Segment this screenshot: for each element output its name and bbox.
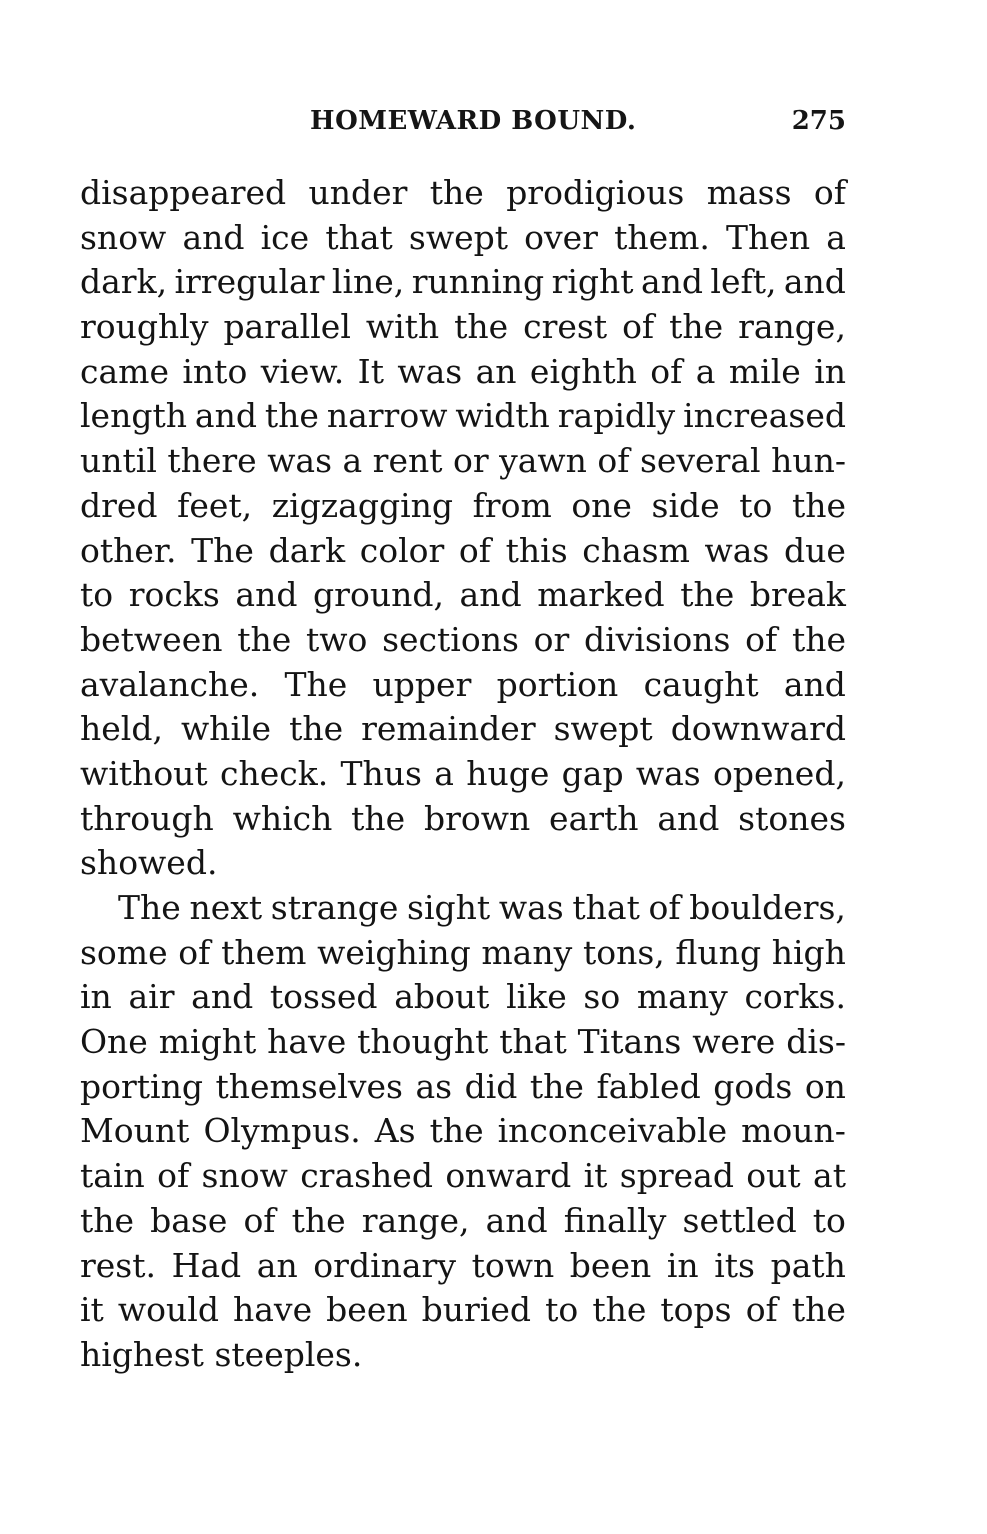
- word: upper: [372, 664, 472, 704]
- word: held,: [80, 709, 163, 749]
- word: so: [583, 977, 621, 1017]
- word: marked: [537, 575, 665, 615]
- word: portion: [496, 664, 619, 704]
- word: As: [374, 1111, 416, 1151]
- word: width: [455, 396, 550, 436]
- word: spread: [619, 1156, 734, 1196]
- word: irregular: [174, 262, 325, 302]
- text-line: [80, 618, 846, 663]
- text-line: [80, 216, 846, 261]
- word: ice: [260, 217, 310, 257]
- word: one: [571, 485, 632, 525]
- word: roughly: [80, 307, 209, 347]
- word: other.: [80, 530, 177, 570]
- word: with: [365, 307, 440, 347]
- word: through: [80, 798, 214, 838]
- word: zigzagging: [271, 485, 454, 525]
- word: of: [650, 351, 683, 391]
- word: remainder: [361, 709, 536, 749]
- word: corks.: [744, 977, 846, 1017]
- word: the: [454, 307, 509, 347]
- word: several: [639, 441, 761, 481]
- word: porting: [80, 1066, 203, 1106]
- word: prodigious: [506, 173, 685, 212]
- word: earth: [549, 798, 639, 838]
- word: eighth: [529, 351, 637, 391]
- word: was: [498, 888, 564, 927]
- word: mass: [706, 173, 792, 212]
- word: disappeared: [80, 173, 287, 212]
- word: The: [118, 888, 181, 927]
- word: and: [640, 262, 703, 302]
- text-line: [80, 1199, 846, 1244]
- word: onward: [445, 1156, 572, 1196]
- word: Thus: [340, 753, 422, 793]
- word: Olympus.: [203, 1111, 361, 1151]
- word: them: [221, 932, 307, 972]
- word: over: [524, 217, 598, 257]
- word: to: [80, 575, 114, 615]
- text-line: [80, 1065, 846, 1110]
- word: and: [235, 575, 298, 615]
- text-line: [80, 886, 846, 931]
- text-line: [80, 394, 846, 439]
- word: town: [471, 1245, 555, 1285]
- text-line: [80, 1333, 846, 1378]
- word: that: [325, 217, 393, 257]
- word: dred: [80, 485, 158, 525]
- word: sections: [382, 619, 519, 659]
- word: the: [80, 1200, 135, 1240]
- word: break: [749, 575, 846, 615]
- word: feet,: [177, 485, 253, 525]
- word: a: [434, 753, 454, 793]
- word: an: [475, 351, 517, 391]
- word: while: [180, 709, 272, 749]
- word: themselves: [215, 1066, 403, 1106]
- word: have: [233, 1290, 313, 1330]
- word: crest: [523, 307, 608, 347]
- word: a: [695, 351, 716, 391]
- word: weighing: [317, 932, 471, 972]
- word: strange: [270, 888, 399, 927]
- word: swept: [408, 217, 509, 257]
- word: that: [572, 888, 640, 927]
- word: due: [783, 530, 846, 570]
- text-line: [80, 1244, 846, 1289]
- word: and: [191, 977, 254, 1017]
- word: and: [485, 1200, 548, 1240]
- word: the: [529, 1066, 584, 1106]
- text-line: [80, 171, 846, 216]
- text-line: [80, 1109, 846, 1154]
- word: have: [267, 1022, 347, 1062]
- word: the: [791, 1290, 846, 1330]
- word: tossed: [269, 977, 378, 1017]
- word: this: [505, 530, 568, 570]
- word: a: [342, 441, 363, 481]
- word: Titans: [577, 1022, 682, 1062]
- word: mile: [728, 351, 801, 391]
- word: gap: [561, 753, 624, 793]
- word: until: [80, 441, 157, 481]
- word: that: [499, 1022, 567, 1062]
- word: the: [264, 396, 319, 436]
- text-line: [80, 1020, 846, 1065]
- word: without: [80, 753, 208, 793]
- word: an: [256, 1245, 298, 1285]
- word: the: [592, 1290, 647, 1330]
- word: rocks: [128, 575, 220, 615]
- text-line: [80, 439, 846, 484]
- word: ground,: [313, 575, 444, 615]
- word: were: [692, 1022, 776, 1062]
- text-line: [80, 529, 846, 574]
- word: of: [813, 173, 846, 212]
- word: the: [429, 173, 484, 212]
- word: boulders,: [689, 888, 846, 927]
- word: thought: [357, 1022, 489, 1062]
- paragraph: [80, 886, 846, 1378]
- word: to: [739, 485, 773, 525]
- text-line: [80, 707, 846, 752]
- word: many: [636, 977, 728, 1017]
- word: One: [80, 1022, 148, 1062]
- text-line: [80, 1288, 846, 1333]
- word: gods: [713, 1066, 793, 1106]
- word: tain: [80, 1156, 145, 1196]
- word: of: [622, 307, 655, 347]
- word: running: [411, 262, 545, 302]
- word: increased: [683, 396, 846, 436]
- word: check.: [219, 753, 329, 793]
- word: been: [569, 1245, 652, 1285]
- word: was: [704, 530, 770, 570]
- word: ordinary: [313, 1245, 456, 1285]
- word: them.: [614, 217, 710, 257]
- word: which: [232, 798, 333, 838]
- word: a: [826, 217, 846, 257]
- word: view.: [260, 351, 345, 391]
- word: the: [237, 619, 292, 659]
- text-line: [80, 260, 846, 305]
- word: rapidly: [557, 396, 676, 436]
- word: it: [80, 1290, 104, 1330]
- word: Then: [726, 217, 811, 257]
- word: dark: [268, 530, 346, 570]
- word: like: [506, 977, 567, 1017]
- word: the: [289, 709, 344, 749]
- text-line: [80, 573, 846, 618]
- word: air: [128, 977, 175, 1017]
- word: of: [745, 619, 778, 659]
- word: avalanche.: [80, 664, 260, 704]
- word: came: [80, 351, 169, 391]
- word: length: [80, 396, 187, 436]
- word: buried: [421, 1290, 532, 1330]
- word: stones: [738, 798, 846, 838]
- word: tops: [660, 1290, 732, 1330]
- word: under: [308, 173, 408, 212]
- word: brown: [423, 798, 531, 838]
- word: snow: [201, 1156, 288, 1196]
- text-line: [80, 931, 846, 976]
- word: settled: [682, 1200, 797, 1240]
- word: yawn: [499, 441, 587, 481]
- word: caught: [643, 664, 759, 704]
- word: out: [746, 1156, 801, 1196]
- word: and: [182, 217, 245, 257]
- word: path: [770, 1245, 846, 1285]
- page-number: 275: [791, 106, 846, 136]
- word: It: [357, 351, 384, 391]
- word: steeples.: [214, 1334, 363, 1374]
- word: and: [783, 262, 846, 302]
- word: line,: [331, 262, 405, 302]
- word: crashed: [300, 1156, 433, 1196]
- word: range,: [361, 1200, 470, 1240]
- word: many: [481, 932, 573, 972]
- word: and: [657, 798, 720, 838]
- word: base: [150, 1200, 228, 1240]
- word: been: [326, 1290, 408, 1330]
- word: and: [459, 575, 522, 615]
- word: was: [397, 351, 463, 391]
- word: it: [583, 1156, 608, 1196]
- word: the: [680, 575, 735, 615]
- text-line: [80, 752, 846, 797]
- word: of: [243, 1200, 276, 1240]
- word: opened,: [713, 753, 846, 793]
- word: of: [178, 932, 211, 972]
- word: at: [813, 1156, 846, 1196]
- word: fabled: [596, 1066, 701, 1106]
- word: highest: [80, 1334, 204, 1374]
- word: and: [194, 396, 257, 436]
- word: the: [351, 798, 406, 838]
- running-head: [80, 106, 846, 146]
- text-line: [80, 305, 846, 350]
- word: to: [812, 1200, 846, 1240]
- word: divisions: [584, 619, 731, 659]
- word: snow: [80, 217, 167, 257]
- word: the: [791, 485, 846, 525]
- word: chasm: [582, 530, 690, 570]
- text-line: [80, 841, 846, 886]
- word: from: [472, 485, 552, 525]
- text-line: [80, 975, 846, 1020]
- word: and: [783, 664, 846, 704]
- word: rest.: [80, 1245, 156, 1285]
- word: showed.: [80, 843, 218, 883]
- word: or: [533, 619, 570, 659]
- word: into: [182, 351, 248, 391]
- word: on: [804, 1066, 846, 1106]
- text-line: [80, 484, 846, 529]
- word: moun-: [741, 1111, 846, 1151]
- word: range,: [738, 307, 846, 347]
- word: about: [394, 977, 490, 1017]
- word: high: [771, 932, 846, 972]
- word: in: [666, 1245, 699, 1285]
- paragraph: [80, 171, 846, 886]
- running-head-title: HOMEWARD BOUND.: [310, 106, 637, 136]
- text-line: [80, 663, 846, 708]
- word: would: [117, 1290, 219, 1330]
- word: in: [814, 351, 846, 391]
- word: might: [158, 1022, 257, 1062]
- word: the: [791, 619, 846, 659]
- text-line: [80, 350, 846, 395]
- word: huge: [466, 753, 550, 793]
- word: dark,: [80, 262, 168, 302]
- word: or: [452, 441, 489, 481]
- word: the: [669, 307, 724, 347]
- word: of: [597, 441, 630, 481]
- word: some: [80, 932, 168, 972]
- word: inconceivable: [497, 1111, 728, 1151]
- word: as: [415, 1066, 453, 1106]
- word: of: [157, 1156, 190, 1196]
- word: Had: [171, 1245, 242, 1285]
- word: flung: [675, 932, 762, 972]
- word: The: [191, 530, 254, 570]
- word: color: [359, 530, 445, 570]
- word: swept: [553, 709, 653, 749]
- word: two: [305, 619, 368, 659]
- word: between: [80, 619, 223, 659]
- body-text: [80, 171, 846, 1378]
- text-line: [80, 1154, 846, 1199]
- word: side: [651, 485, 720, 525]
- word: hun-: [771, 441, 846, 481]
- word: the: [291, 1200, 346, 1240]
- word: its: [714, 1245, 755, 1285]
- word: of: [648, 888, 681, 927]
- word: left,: [710, 262, 777, 302]
- word: was: [635, 753, 701, 793]
- word: was: [267, 441, 333, 481]
- word: Mount: [80, 1111, 190, 1151]
- word: dis-: [786, 1022, 846, 1062]
- word: downward: [670, 709, 846, 749]
- text-line: [80, 797, 846, 842]
- word: next: [189, 888, 263, 927]
- word: parallel: [223, 307, 351, 347]
- word: of: [745, 1290, 778, 1330]
- word: in: [80, 977, 112, 1017]
- word: narrow: [326, 396, 448, 436]
- word: the: [429, 1111, 484, 1151]
- word: of: [458, 530, 492, 570]
- word: right: [551, 262, 634, 302]
- word: there: [167, 441, 257, 481]
- word: rent: [372, 441, 443, 481]
- word: did: [464, 1066, 518, 1106]
- word: tons,: [582, 932, 665, 972]
- word: sight: [407, 888, 491, 927]
- word: to: [545, 1290, 579, 1330]
- word: The: [284, 664, 348, 704]
- word: finally: [563, 1200, 667, 1240]
